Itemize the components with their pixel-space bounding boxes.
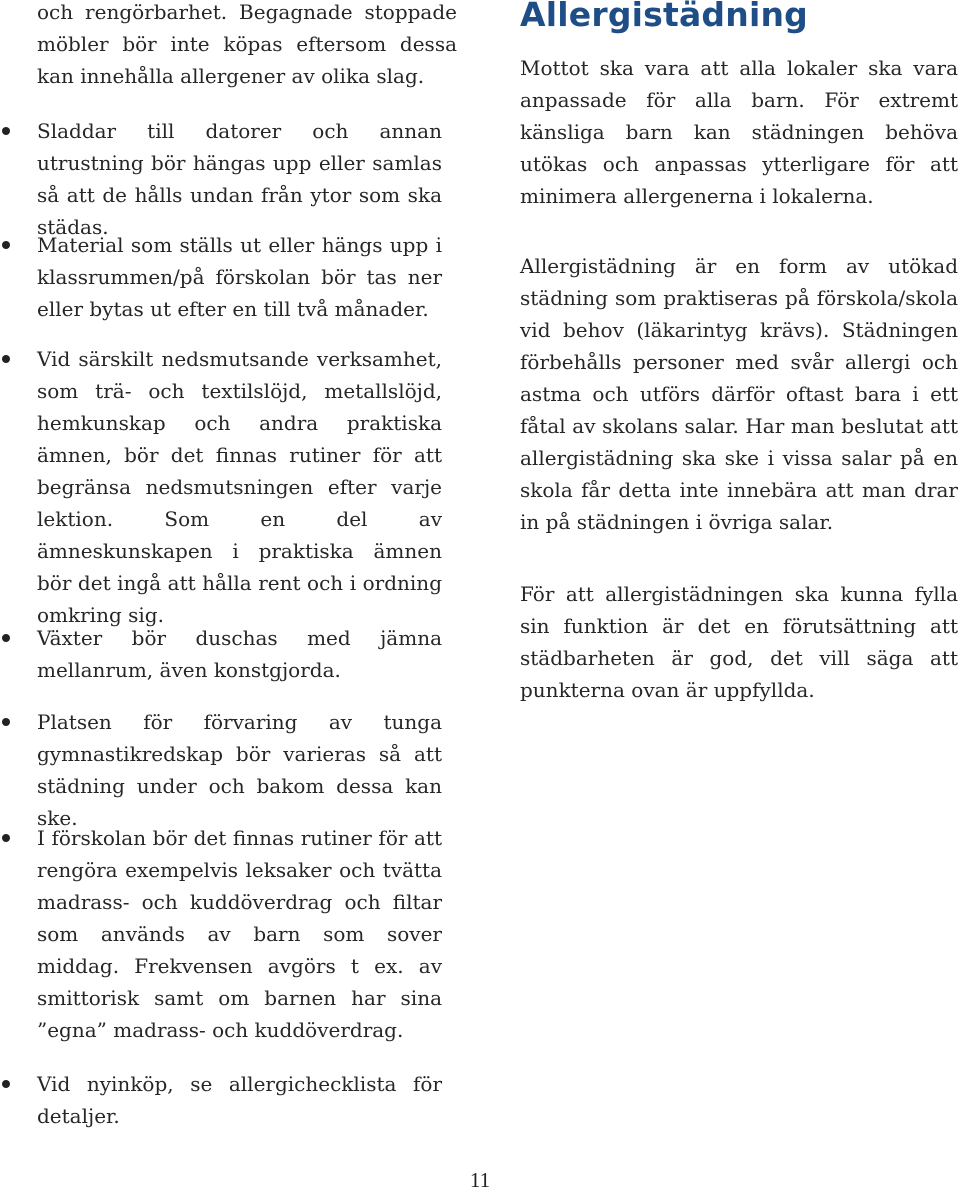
bullet-icon (2, 718, 10, 726)
bullet-item (37, 229, 442, 325)
bullet-icon (2, 1080, 10, 1088)
bullet-item (37, 706, 442, 834)
bullet-icon (2, 127, 10, 135)
bullet-text: Vid särskilt nedsmutsande verksamhet, som trä- och textilslöjd, metallslöjd, hemkunskap och andra praktiska ämnen, bör det finnas rutiner för att begränsa nedsmutsningen efter varje lektion. Som en del av ämneskunskapen i praktiska ämnen bör det ingå att hålla rent och i ordning omkring sig. (37, 347, 442, 627)
bullet-item (37, 343, 442, 631)
page-number: 11 (469, 1168, 491, 1192)
bullet-icon (2, 834, 10, 842)
paragraph: För att allergistädningen ska kunna fylla sin funktion är det en förutsättning att städbarheten är god, det vill säga att punkterna ovan är uppfyllda. (520, 582, 958, 702)
bullet-text: I förskolan bör det finnas rutiner för att rengöra exempelvis leksaker och tvätta madrass- och kuddöverdrag och filtar som används av barn som sover middag. Frekvensen avgörs t ex. av smittorisk samt om barnen har sina ”egna” madrass- och kuddöverdrag. (37, 826, 442, 1042)
section-heading: Allergistädning (520, 0, 808, 34)
bullet-icon (2, 634, 10, 642)
bullet-item (37, 622, 442, 686)
bullet-icon (2, 355, 10, 363)
paragraph: Mottot ska vara att alla lokaler ska vara anpassade för alla barn. För extremt känsliga barn kan städningen behöva utökas och anpassas ytterligare för att minimera allergenerna i lokalerna. (520, 56, 958, 208)
bullet-text: Material som ställs ut eller hängs upp i klassrummen/på förskolan bör tas ner eller bytas ut efter en till två månader. (37, 233, 442, 321)
bullet-text: Växter bör duschas med jämna mellanrum, även konstgjorda. (37, 626, 442, 682)
bullet-text: Vid nyinköp, se allergichecklista för detaljer. (37, 1072, 442, 1128)
paragraph: Allergistädning är en form av utökad städning som praktiseras på förskola/skola vid behov (läkarintyg krävs). Städningen förbehålls personer med svår allergi och astma och utförs därför oftast bara i ett fåtal av skolans salar. Har man beslutat att allergistädning ska ske i vissa salar på en skola får detta inte innebära att man drar in på städningen i övriga salar. (520, 254, 958, 534)
bullet-item (37, 115, 442, 243)
bullet-item (37, 1068, 442, 1132)
bullet-item (37, 822, 442, 1046)
intro-paragraph: och rengörbarhet. Begagnade stoppade möbler bör inte köpas eftersom dessa kan innehålla allergener av olika slag. (37, 0, 457, 88)
bullet-icon (2, 241, 10, 249)
bullet-text: Sladdar till datorer och annan utrustning bör hängas upp eller samlas så att de hålls undan från ytor som ska städas. (37, 119, 442, 239)
bullet-text: Platsen för förvaring av tunga gymnastikredskap bör varieras så att städning under och bakom dessa kan ske. (37, 710, 442, 830)
